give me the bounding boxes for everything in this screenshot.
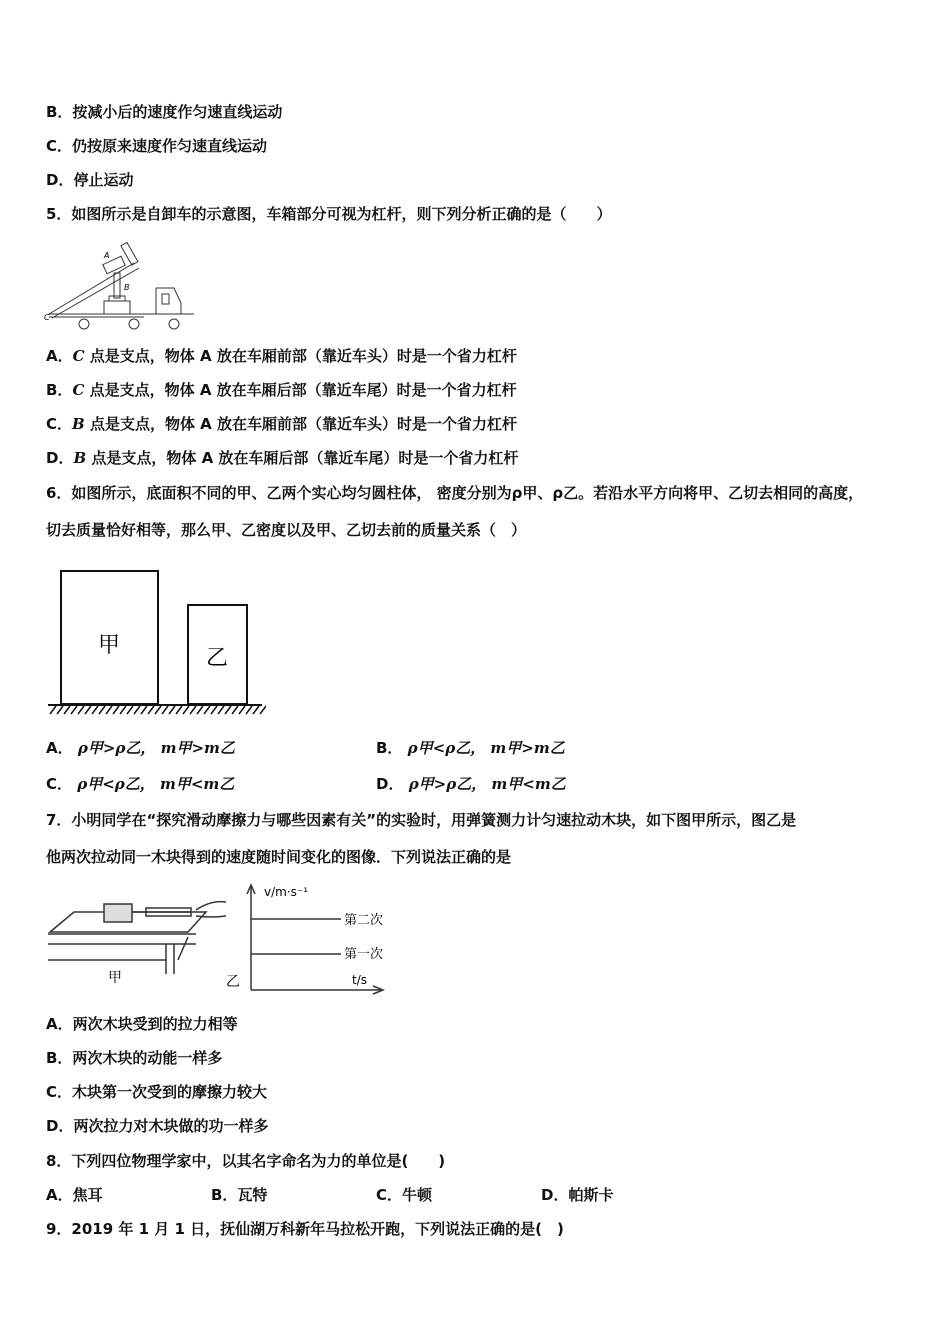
option-text: 点是支点，物体 A 放在车厢前部（靠近车头）时是一个省力杠杆 — [89, 415, 517, 433]
point-label: C — [72, 347, 85, 365]
ground-hatch — [120, 706, 126, 714]
option-text: 点是支点，物体 A 放在车厢前部（靠近车头）时是一个省力杠杆 — [89, 347, 517, 365]
q4-option-c: C．仍按原来速度作匀速直线运动 — [46, 137, 268, 155]
option-letter: B． — [376, 739, 403, 757]
q9-stem: 9．2019 年 1 月 1 日，抚仙湖万科新年马拉松开跑，下列说法正确的是( ) — [46, 1220, 564, 1238]
ground-hatch — [260, 706, 266, 714]
q6-option-b — [376, 738, 565, 758]
q8-stem: 8．下列四位物理学家中，以其名字命名为力的单位是( ) — [46, 1152, 446, 1170]
label-c: C — [44, 313, 50, 322]
q7-option-d: D．两次拉力对木块做的功一样多 — [46, 1117, 269, 1135]
ground-hatch — [169, 706, 175, 714]
q4-option-d: D．停止运动 — [46, 171, 134, 189]
q6-stem-line2: 切去质量恰好相等，那么甲、乙密度以及甲、乙切去前的质量关系（ ） — [46, 521, 527, 539]
ground-hatch — [162, 706, 168, 714]
option-letter: C． — [46, 775, 73, 793]
q6-option-c — [46, 774, 234, 794]
ground-hatch — [190, 706, 196, 714]
ground-hatch — [134, 706, 140, 714]
dump-truck-figure — [44, 228, 194, 333]
q6-option-d — [376, 774, 566, 794]
ground-hatch — [225, 706, 231, 714]
ground-hatch — [106, 706, 112, 714]
option-letter: A． — [46, 739, 73, 757]
ground-hatch — [78, 706, 84, 714]
ground-hatch — [197, 706, 203, 714]
q7-option-b: B．两次木块的动能一样多 — [46, 1049, 223, 1067]
ground-hatch — [232, 706, 238, 714]
q7-option-c: C．木块第一次受到的摩擦力较大 — [46, 1083, 268, 1101]
q5-stem: 5．如图所示是自卸车的示意图，车箱部分可视为杠杆，则下列分析正确的是（ ） — [46, 205, 612, 223]
point-label: B — [72, 415, 85, 433]
ground-hatch — [218, 706, 224, 714]
ground-hatch — [204, 706, 210, 714]
ground-hatch — [71, 706, 77, 714]
option-text: ρ甲<ρ乙， m甲<m乙 — [77, 775, 235, 793]
q8-option-c: C．牛顿 — [376, 1186, 433, 1204]
label-b: B — [124, 283, 130, 292]
option-text: 点是支点，物体 A 放在车厢后部（靠近车尾）时是一个省力杠杆 — [91, 449, 519, 467]
label-jia: 甲 — [108, 970, 122, 986]
x-axis-label: t/s — [352, 973, 367, 987]
q5-option-d — [46, 448, 518, 468]
ground-hatch — [148, 706, 154, 714]
q5-option-b — [46, 380, 517, 400]
label-jia: 甲 — [98, 633, 121, 658]
line-first: 第一次 — [344, 947, 384, 962]
option-letter: A． — [46, 347, 73, 365]
ground-hatch — [64, 706, 70, 714]
point-label: B — [73, 449, 87, 467]
option-letter: D． — [376, 775, 404, 793]
cylinders-figure — [46, 565, 266, 720]
ground-hatch — [92, 706, 98, 714]
q7-stem-line1: 7．小明同学在“探究滑动摩擦力与哪些因素有关”的实验时，用弹簧测力计匀速拉动木块，如下图甲所示，图乙是 — [46, 811, 797, 829]
option-text: ρ甲<ρ乙， m甲>m乙 — [407, 739, 565, 757]
label-yi: 乙 — [206, 646, 229, 671]
q8-option-b: B．瓦特 — [211, 1186, 268, 1204]
ground-hatch — [113, 706, 119, 714]
ground-hatch — [211, 706, 217, 714]
y-axis-label: v/m·s⁻¹ — [264, 885, 309, 899]
line-second: 第二次 — [344, 913, 384, 928]
ground-hatch — [239, 706, 245, 714]
ground-hatch — [183, 706, 189, 714]
ground-hatch — [127, 706, 133, 714]
point-label: C — [72, 381, 85, 399]
q6-option-a — [46, 738, 235, 758]
option-letter: C． — [46, 415, 73, 433]
ground-hatch — [246, 706, 252, 714]
ground-hatch — [253, 706, 259, 714]
q8-option-a: A．焦耳 — [46, 1186, 103, 1204]
ground-hatch — [99, 706, 105, 714]
q6-stem-line1: 6．如图所示，底面积不同的甲、乙两个实心均匀圆柱体， 密度分别为ρ甲、ρ乙。若沿水平方向将甲、乙切去相同的高度， — [46, 484, 864, 502]
q7-stem-line2: 他两次拉动同一木块得到的速度随时间变化的图像．下列说法正确的是 — [46, 848, 512, 866]
option-text: ρ甲>ρ乙， m甲<m乙 — [408, 775, 566, 793]
ground-hatch — [141, 706, 147, 714]
label-a: A — [104, 251, 110, 260]
option-letter: B． — [46, 381, 73, 399]
ground-hatch — [57, 706, 63, 714]
q4-option-b: B．按减小后的速度作匀速直线运动 — [46, 103, 283, 121]
q5-option-c — [46, 414, 517, 434]
q7-option-a: A．两次木块受到的拉力相等 — [46, 1015, 238, 1033]
friction-experiment-figure — [46, 882, 406, 1000]
ground-hatch — [50, 706, 56, 714]
ground-hatch — [176, 706, 182, 714]
label-yi: 乙 — [226, 974, 240, 990]
option-text: ρ甲>ρ乙， m甲>m乙 — [77, 739, 235, 757]
ground-hatch — [155, 706, 161, 714]
q5-option-a — [46, 346, 517, 366]
ground-hatch — [85, 706, 91, 714]
option-letter: D． — [46, 449, 74, 467]
q8-option-d: D．帕斯卡 — [541, 1186, 614, 1204]
option-text: 点是支点，物体 A 放在车厢后部（靠近车尾）时是一个省力杠杆 — [89, 381, 517, 399]
